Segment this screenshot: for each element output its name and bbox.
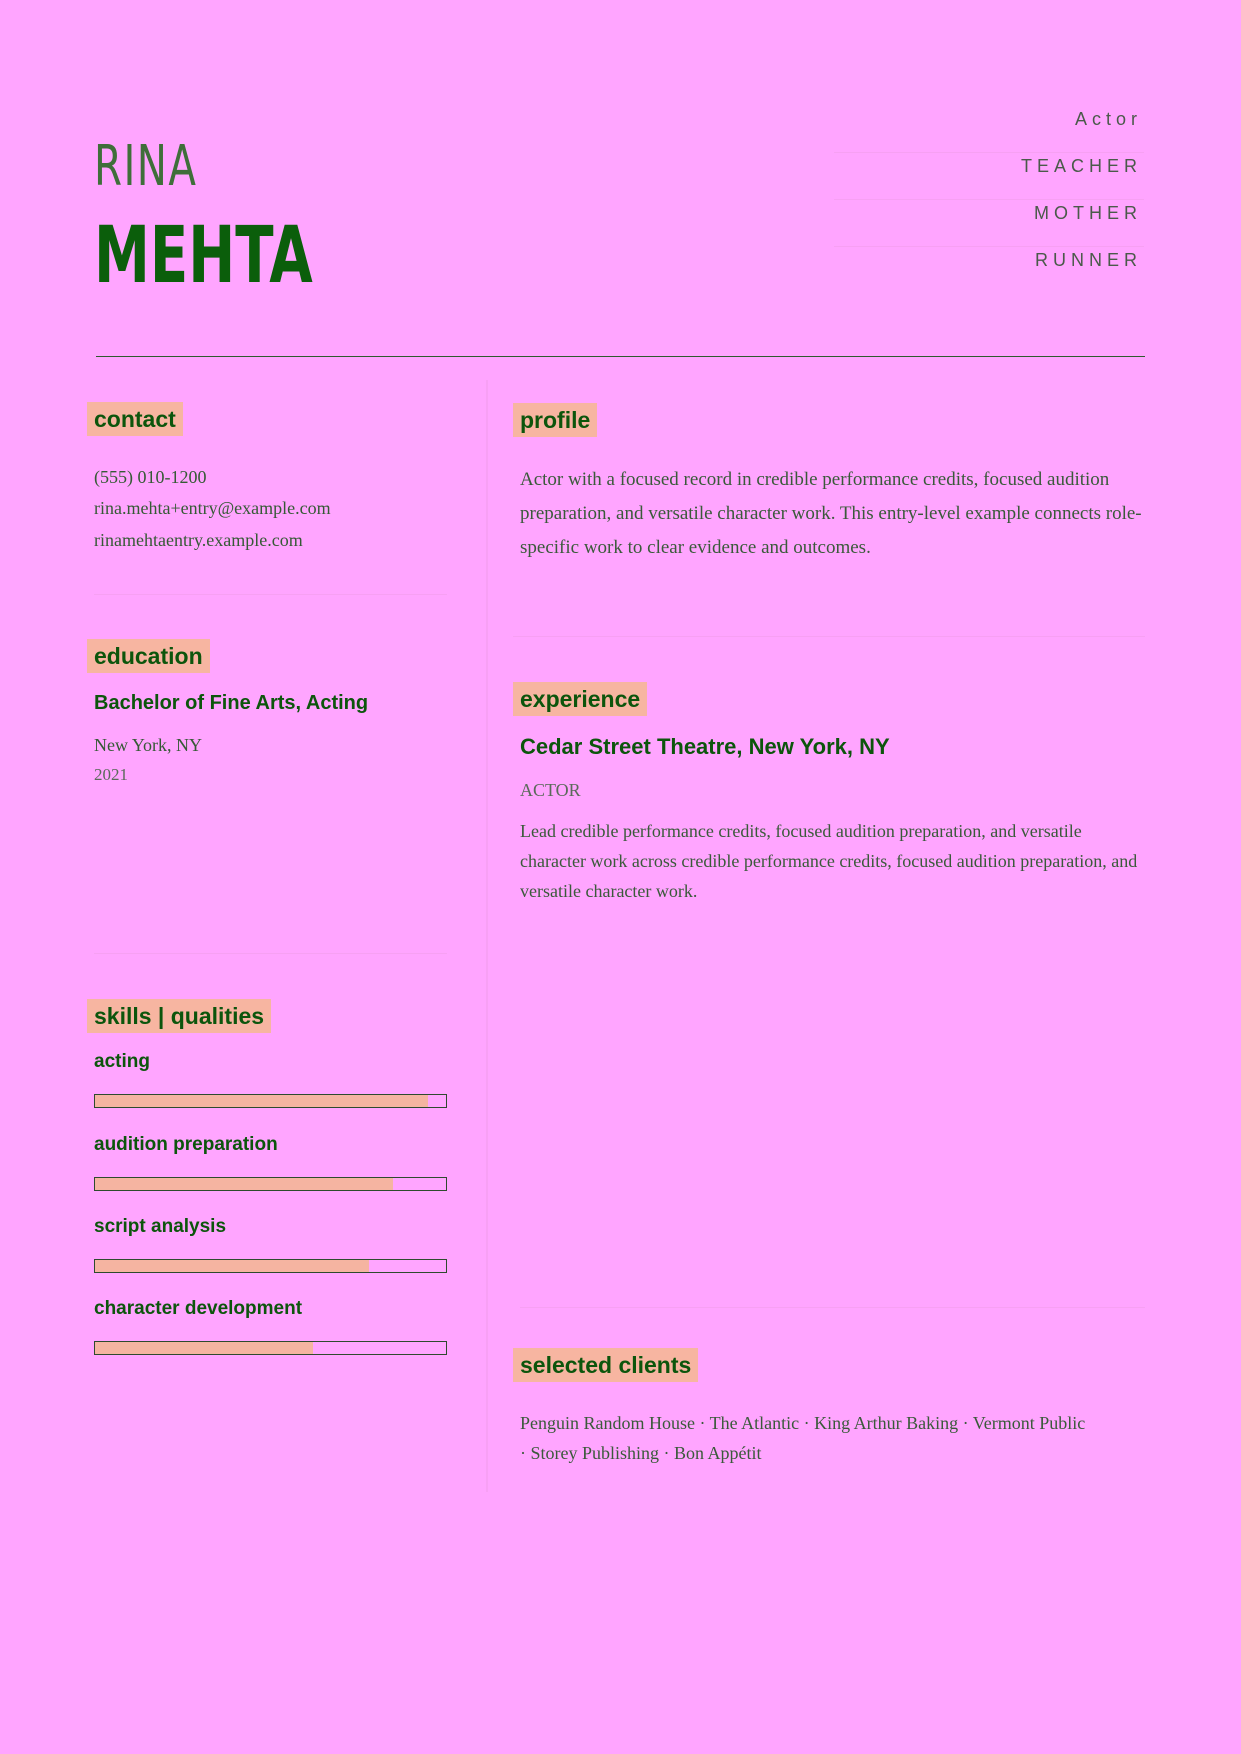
contact-website: rinamehtaentry.example.com (94, 530, 303, 550)
education-heading: education (87, 639, 210, 673)
first-name: RINA (94, 134, 198, 199)
skill-bar-fill (95, 1095, 428, 1107)
contact-phone: (555) 010-1200 (94, 467, 207, 487)
skill-bar (94, 1341, 447, 1355)
skill-label: script analysis (94, 1216, 227, 1237)
roles-list (834, 106, 1144, 293)
experience-description: Lead credible performance credits, focused audition preparation, and versatile character work across credible performance credits, focused audition preparation, and versatile character work. (520, 821, 1138, 901)
skills-heading: skills | qualities (87, 999, 271, 1033)
skill-bar-fill (95, 1260, 369, 1272)
education-year: 2021 (94, 765, 128, 784)
profile-text: Actor with a focused record in credible performance credits, focused audition preparation, and versatile character work. This entry-level example connects role-specific work to clear evidence and outcomes. (520, 469, 1142, 558)
clients-heading: selected clients (513, 1348, 698, 1382)
skill-label: audition preparation (94, 1134, 278, 1155)
contact-email: rina.mehta+entry@example.com (94, 498, 331, 518)
role-item: Actor (834, 106, 1144, 153)
role-item: TEACHER (834, 153, 1144, 200)
section-divider (94, 953, 447, 954)
clients-list: Penguin Random House · The Atlantic · King Arthur Baking · Vermont Public · Storey Publishing · Bon Appétit (520, 1413, 1086, 1463)
experience-heading: experience (513, 682, 647, 716)
section-divider (513, 636, 1145, 637)
skill-bar (94, 1094, 447, 1108)
skill-bar-fill (95, 1342, 313, 1354)
education-degree: Bachelor of Fine Arts, Acting (94, 692, 369, 714)
role-item: MOTHER (834, 200, 1144, 247)
experience-role: ACTOR (520, 780, 581, 800)
section-divider (94, 594, 447, 595)
skill-bar (94, 1259, 447, 1273)
section-divider (520, 1307, 1145, 1308)
last-name: MEHTA (94, 211, 313, 301)
skill-label: acting (94, 1051, 150, 1072)
role-item: RUNNER (1034, 250, 1142, 270)
column-divider (486, 380, 488, 1492)
skill-label: character development (94, 1298, 303, 1319)
header-divider (96, 356, 1145, 357)
skill-bar-fill (95, 1178, 393, 1190)
contact-heading: contact (87, 402, 183, 436)
profile-heading: profile (513, 403, 597, 437)
skill-bar (94, 1177, 447, 1191)
experience-employer: Cedar Street Theatre, New York, NY (520, 734, 890, 759)
education-location: New York, NY (94, 735, 203, 755)
